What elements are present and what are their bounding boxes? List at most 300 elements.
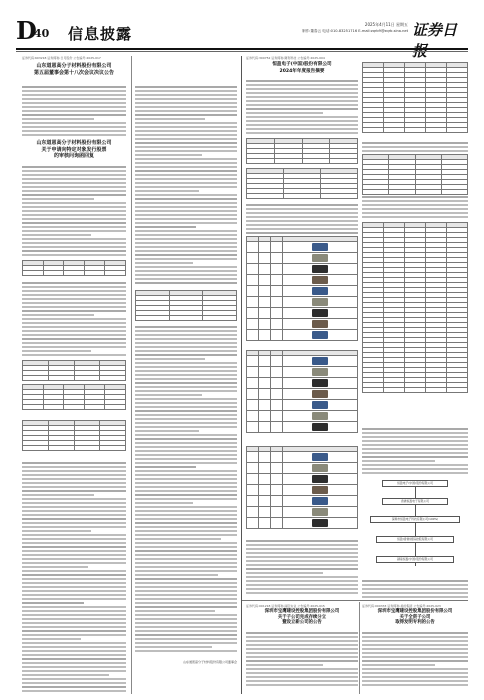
text-line (135, 626, 237, 628)
text-line (22, 254, 126, 256)
text-line (22, 662, 126, 664)
table-cell (270, 400, 282, 411)
product-table (246, 236, 358, 341)
text-line (22, 678, 126, 680)
text-line (22, 582, 126, 584)
text-line (22, 554, 126, 556)
product-photo (312, 309, 328, 317)
left-column-text (135, 86, 237, 286)
text-line (135, 422, 237, 424)
text-line (135, 526, 237, 528)
text-line (246, 664, 323, 666)
right-column-text (362, 632, 468, 688)
text-line (22, 134, 126, 136)
text-line (135, 634, 237, 636)
table-row (247, 422, 358, 433)
text-line (362, 660, 468, 662)
text-line (246, 668, 358, 670)
text-line (362, 656, 468, 658)
table-cell (282, 253, 357, 264)
table-cell (258, 518, 270, 529)
table-grid (246, 350, 358, 433)
table-grid (362, 154, 468, 195)
text-line (135, 590, 237, 592)
text-line (22, 686, 126, 688)
table-row (363, 128, 468, 133)
text-line (246, 660, 358, 662)
text-line (135, 214, 237, 216)
text-line (362, 142, 468, 144)
announcement-5 (362, 604, 468, 626)
newspaper-logo: 证券日 (412, 21, 458, 39)
table-cell (270, 389, 282, 400)
text-line (246, 676, 358, 678)
text-line (135, 630, 237, 632)
text-line (362, 204, 468, 206)
table-cell (258, 463, 270, 474)
masthead (16, 18, 468, 48)
text-line (135, 230, 237, 232)
text-line (135, 358, 205, 360)
right-column-text (246, 204, 358, 236)
table-cell (258, 253, 270, 264)
text-line (22, 482, 126, 484)
text-line (362, 460, 435, 462)
text-line (22, 98, 126, 100)
right-column-text (362, 142, 468, 154)
text-line (246, 120, 358, 122)
text-line (135, 226, 196, 228)
table-cell (282, 485, 357, 496)
text-line (135, 542, 237, 544)
text-line (135, 450, 237, 452)
text-line (246, 116, 358, 118)
product-photo (312, 464, 328, 472)
data-table (246, 168, 358, 199)
text-line (246, 128, 358, 130)
text-line (22, 558, 126, 560)
table-grid (246, 236, 358, 341)
text-line (22, 326, 126, 328)
text-line (135, 534, 237, 536)
text-line (362, 456, 468, 458)
table-row (247, 400, 358, 411)
table-cell (426, 128, 447, 133)
table-row (247, 367, 358, 378)
text-line (135, 90, 237, 92)
text-line (135, 122, 237, 124)
announcement-company: 深圳市宝鹰建设控股集团股份有限公司 (377, 609, 453, 614)
text-line (135, 210, 237, 212)
text-line (22, 110, 126, 112)
text-line (135, 86, 237, 88)
text-line (362, 452, 468, 454)
table-cell (282, 518, 357, 529)
text-line (135, 510, 237, 512)
product-photo (312, 265, 328, 273)
text-line (362, 444, 468, 446)
table-cell (363, 388, 384, 393)
text-line (22, 214, 126, 216)
text-line (246, 644, 358, 646)
table-cell (247, 400, 259, 411)
table-cell (270, 518, 282, 529)
table-cell (258, 485, 270, 496)
table-cell (247, 242, 259, 253)
text-line (135, 454, 237, 456)
text-line (22, 562, 126, 564)
text-line (22, 574, 126, 576)
text-line (135, 182, 237, 184)
masthead-rule-thin (16, 51, 468, 52)
text-line (135, 554, 237, 556)
text-line (22, 630, 126, 632)
table-cell (258, 496, 270, 507)
text-line (362, 588, 468, 590)
table-row (247, 411, 358, 422)
table-cell (247, 286, 259, 297)
text-line (246, 84, 358, 86)
text-line (246, 572, 323, 574)
announcement-header-strip: 证券代码:603218 证券简称:日月股份 公告编号:2025-017 (22, 56, 101, 60)
text-line (135, 434, 237, 436)
text-line (135, 134, 237, 136)
text-line (22, 566, 88, 568)
announcement-3 (246, 56, 468, 60)
org-box: 香港恒盈电子有限公司 (382, 498, 448, 505)
text-line (135, 566, 237, 568)
text-line (135, 102, 237, 104)
text-line (362, 150, 468, 152)
table-cell (247, 452, 259, 463)
text-line (135, 462, 237, 464)
text-line (135, 254, 237, 256)
data-table (22, 420, 126, 451)
text-line (22, 230, 126, 232)
text-line (135, 198, 237, 200)
text-line (135, 486, 237, 488)
text-line (135, 270, 237, 272)
text-line (135, 162, 237, 164)
text-line (22, 638, 81, 640)
table-cell (282, 275, 357, 286)
text-line (362, 584, 468, 586)
text-line (22, 350, 91, 352)
text-line (362, 592, 468, 594)
text-line (135, 518, 237, 520)
text-line (135, 342, 237, 344)
table-cell (441, 190, 467, 195)
text-line (22, 286, 126, 288)
table-cell (258, 452, 270, 463)
text-line (22, 486, 126, 488)
product-table (246, 446, 358, 529)
table-grid (246, 446, 358, 529)
text-line (135, 378, 237, 380)
text-line (135, 98, 237, 100)
text-line (22, 526, 126, 528)
announcement-title: 2024年年度报告摘要 (279, 68, 325, 74)
text-line (22, 234, 91, 236)
table-cell (282, 319, 357, 330)
text-line (22, 218, 126, 220)
table-row (247, 319, 358, 330)
text-line (22, 622, 126, 624)
table-cell (389, 190, 415, 195)
table-cell (258, 389, 270, 400)
text-line (22, 178, 126, 180)
table-cell (270, 242, 282, 253)
text-line (135, 250, 237, 252)
table-cell (270, 264, 282, 275)
text-line (246, 80, 358, 82)
column-divider-center (241, 56, 242, 694)
text-line (246, 632, 358, 634)
text-line (135, 430, 199, 432)
table-cell (282, 474, 357, 485)
text-line (22, 618, 126, 620)
text-line (22, 674, 109, 676)
text-line (135, 94, 237, 96)
text-line (135, 242, 237, 244)
table-cell (282, 389, 357, 400)
text-line (22, 90, 126, 92)
text-line (22, 126, 126, 128)
table-cell (247, 367, 259, 378)
text-line (135, 402, 237, 404)
text-line (246, 588, 358, 590)
table-row (247, 389, 358, 400)
text-line (246, 92, 358, 94)
text-line (135, 642, 237, 644)
product-photo (312, 412, 328, 420)
product-photo (312, 298, 328, 306)
text-line (135, 622, 237, 624)
text-line (22, 318, 126, 320)
product-photo (312, 423, 328, 431)
table-cell (258, 286, 270, 297)
product-photo (312, 320, 328, 328)
table-cell (247, 330, 259, 341)
text-line (135, 114, 237, 116)
text-line (135, 506, 237, 508)
product-photo (312, 276, 328, 284)
table-row (247, 378, 358, 389)
text-line (362, 640, 468, 642)
text-line (22, 310, 126, 312)
text-line (135, 262, 193, 264)
org-box: 恒盈(香港)国际控股有限公司 (376, 536, 454, 543)
table-cell (258, 474, 270, 485)
table-cell (282, 286, 357, 297)
data-table (22, 360, 126, 381)
text-line (135, 282, 237, 284)
text-line (22, 494, 94, 496)
table-cell (282, 507, 357, 518)
text-line (22, 646, 126, 648)
text-line (246, 204, 358, 206)
text-line (22, 294, 126, 296)
table-cell (282, 308, 357, 319)
org-chart (362, 476, 468, 576)
text-line (246, 648, 358, 650)
text-line (22, 298, 126, 300)
text-line (22, 282, 126, 284)
text-line (135, 186, 237, 188)
text-line (22, 634, 126, 636)
table-row (247, 297, 358, 308)
text-line (246, 100, 358, 102)
page-number: 40 (34, 27, 50, 40)
text-line (135, 586, 237, 588)
text-line (362, 428, 468, 430)
text-line (362, 146, 468, 148)
table-row (247, 463, 358, 474)
text-line (22, 474, 126, 476)
table-cell (282, 264, 357, 275)
text-line (135, 650, 237, 652)
text-line (135, 522, 237, 524)
text-line (362, 672, 468, 674)
text-line (22, 222, 126, 224)
product-photo (312, 379, 328, 387)
table-cell (247, 253, 259, 264)
text-line (135, 398, 237, 400)
text-line (362, 196, 468, 198)
text-line (22, 570, 126, 572)
text-line (22, 578, 126, 580)
org-box: 越南恒盈(中国)股份有限公司 (376, 556, 454, 563)
announcement-title-line1: 关于申请向特定对象发行股票 (41, 146, 107, 153)
table-cell (270, 308, 282, 319)
table-cell (270, 367, 282, 378)
table-cell (247, 308, 259, 319)
text-line (246, 212, 358, 214)
text-line (246, 96, 358, 98)
text-line (135, 390, 237, 392)
text-line (22, 466, 126, 468)
text-line (135, 562, 237, 564)
announcement-1 (22, 56, 236, 76)
text-line (135, 138, 237, 140)
text-line (362, 208, 468, 210)
product-photo (312, 401, 328, 409)
text-line (246, 684, 358, 686)
product-photo (312, 331, 328, 339)
table-row (247, 474, 358, 485)
text-line (362, 664, 435, 666)
data-table (362, 62, 468, 133)
product-table (246, 350, 358, 433)
text-line (22, 682, 126, 684)
table-grid (362, 62, 468, 133)
text-line (22, 330, 126, 332)
text-line (22, 290, 126, 292)
data-table (246, 138, 358, 164)
table-cell (247, 518, 259, 529)
text-line (22, 186, 126, 188)
text-line (135, 150, 237, 152)
left-column-text (135, 326, 237, 654)
text-line (22, 498, 126, 500)
text-line (246, 228, 358, 230)
text-line (22, 190, 126, 192)
right-column-text (246, 80, 358, 136)
table-cell (282, 452, 357, 463)
text-line (135, 502, 193, 504)
table-cell (405, 388, 426, 393)
table-cell (258, 422, 270, 433)
column-divider (359, 602, 360, 694)
table-cell (282, 463, 357, 474)
text-line (22, 642, 126, 644)
table-cell (282, 297, 357, 308)
table-row (247, 264, 358, 275)
text-line (135, 246, 237, 248)
text-line (22, 546, 126, 548)
text-line (22, 114, 126, 116)
table-cell (270, 297, 282, 308)
text-line (135, 238, 237, 240)
text-line (135, 190, 199, 192)
product-photo (312, 390, 328, 398)
text-line (135, 166, 237, 168)
text-line (246, 672, 358, 674)
table-cell (447, 128, 468, 133)
text-line (135, 126, 237, 128)
table-cell (270, 422, 282, 433)
table-row (247, 275, 358, 286)
text-line (135, 110, 237, 112)
text-line (135, 386, 237, 388)
text-line (362, 652, 468, 654)
announcement-4 (246, 604, 358, 626)
text-line (135, 414, 237, 416)
text-line (246, 132, 358, 134)
text-line (135, 550, 237, 552)
text-line (22, 598, 126, 600)
text-line (246, 680, 358, 682)
table-cell (258, 242, 270, 253)
section-rule (242, 600, 468, 601)
text-line (362, 468, 468, 470)
product-photo (312, 254, 328, 262)
text-line (135, 602, 237, 604)
text-line (22, 250, 126, 252)
table-cell (282, 356, 357, 367)
announcement-company: 山东道恩高分子材料股份有限公司 (36, 140, 112, 146)
text-line (22, 470, 126, 472)
table-cell (258, 330, 270, 341)
table-cell (258, 308, 270, 319)
text-line (135, 458, 237, 460)
table-cell (270, 378, 282, 389)
table-cell (247, 474, 259, 485)
text-line (246, 88, 358, 90)
text-line (135, 582, 237, 584)
text-line (22, 198, 94, 200)
text-line (246, 584, 358, 586)
text-line (22, 170, 126, 172)
table-cell (258, 319, 270, 330)
text-line (22, 510, 126, 512)
text-line (362, 580, 468, 582)
text-line (135, 530, 237, 532)
data-table (362, 222, 468, 393)
text-line (22, 654, 126, 656)
table-cell (270, 463, 282, 474)
table-cell (258, 275, 270, 286)
